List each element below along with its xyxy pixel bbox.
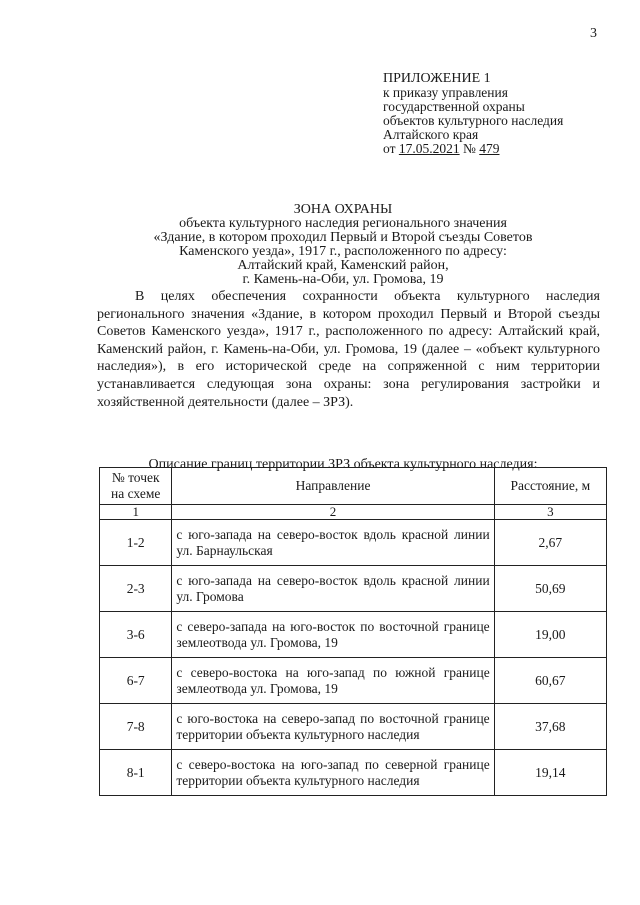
appendix-line: к приказу управления: [383, 85, 508, 100]
title-line: Алтайский край, Каменский район,: [237, 258, 449, 273]
cell-points: 1-2: [100, 520, 172, 566]
cell-direction: с северо-запада на юго-восток по восточной границе землеотвода ул. Громова, 19: [172, 612, 494, 658]
header-points: № точек на схеме: [100, 468, 172, 505]
cell-points: 8-1: [100, 750, 172, 796]
cell-distance: 19,00: [494, 612, 606, 658]
table-row: [100, 566, 607, 612]
cell-points: 6-7: [100, 658, 172, 704]
page-number: 3: [590, 26, 597, 41]
table-header-row: [100, 468, 607, 505]
cell-direction: с северо-востока на юго-запад по северной границе территории объекта культурного наследия: [172, 750, 494, 796]
column-number: 2: [172, 505, 494, 520]
order-date: 17.05.2021: [398, 141, 460, 156]
header-direction: Направление: [172, 468, 494, 505]
title-heading: ЗОНА ОХРАНЫ: [293, 202, 393, 217]
cell-direction: с юго-запада на северо-восток вдоль красной линии ул. Барнаульская: [172, 520, 494, 566]
cell-points: 2-3: [100, 566, 172, 612]
appendix-line: государственной охраны: [383, 99, 525, 114]
number-prefix: №: [462, 141, 476, 156]
column-number-row: [100, 505, 607, 520]
column-number: 1: [100, 505, 172, 520]
table-row: [100, 520, 607, 566]
cell-direction: с юго-запада на северо-восток вдоль красной линии ул. Громова: [172, 566, 494, 612]
appendix-line: объектов культурного наследия: [383, 113, 564, 128]
table-caption: Описание границ территории ЗРЗ объекта культурного наследия:: [148, 457, 538, 472]
table-row: [100, 658, 607, 704]
title-line: «Здание, в котором проходил Первый и Второй съезды Советов: [153, 230, 533, 245]
title-line: г. Камень-на-Оби, ул. Громова, 19: [242, 272, 444, 287]
cell-points: 7-8: [100, 704, 172, 750]
document-title: [100, 203, 586, 287]
cell-direction: с северо-востока на юго-запад по южной границе землеотвода ул. Громова, 19: [172, 658, 494, 704]
appendix-line: Алтайского края: [383, 127, 479, 142]
cell-distance: 37,68: [494, 704, 606, 750]
cell-distance: 50,69: [494, 566, 606, 612]
cell-distance: 60,67: [494, 658, 606, 704]
column-number: 3: [494, 505, 606, 520]
appendix-block: [383, 72, 563, 156]
cell-points: 3-6: [100, 612, 172, 658]
cell-distance: 19,14: [494, 750, 606, 796]
table-row: [100, 612, 607, 658]
cell-direction: с юго-востока на северо-запад по восточной границе территории объекта культурного наследия: [172, 704, 494, 750]
cell-distance: 2,67: [494, 520, 606, 566]
header-distance: Расстояние, м: [494, 468, 606, 505]
table-row: [100, 750, 607, 796]
table-row: [100, 704, 607, 750]
order-number: 479: [479, 141, 500, 156]
title-line: Каменского уезда», 1917 г., расположенного по адресу:: [179, 244, 507, 259]
appendix-title: ПРИЛОЖЕНИЕ 1: [383, 71, 491, 86]
boundary-table: [99, 467, 607, 796]
body-paragraph: В целях обеспечения сохранности объекта культурного наследия регионального значения «Здание, в котором проходил Первый и Второй съезды Советов Каменского уезда», 1917 г., расположенного по адресу: Алтайский край, Каменский район, г. Камень-на-Оби, ул. Громова, 19 (далее – «объект культурного наследия»), в его исторической среде на сопряженной с ним территории устанавливается следующая зона охраны: зона регулирования застройки и хозяйственной деятельности (далее – ЗРЗ).: [97, 289, 600, 410]
date-prefix: от: [383, 141, 396, 156]
appendix-date-line: [383, 142, 563, 156]
title-line: объекта культурного наследия регионального значения: [179, 216, 507, 231]
